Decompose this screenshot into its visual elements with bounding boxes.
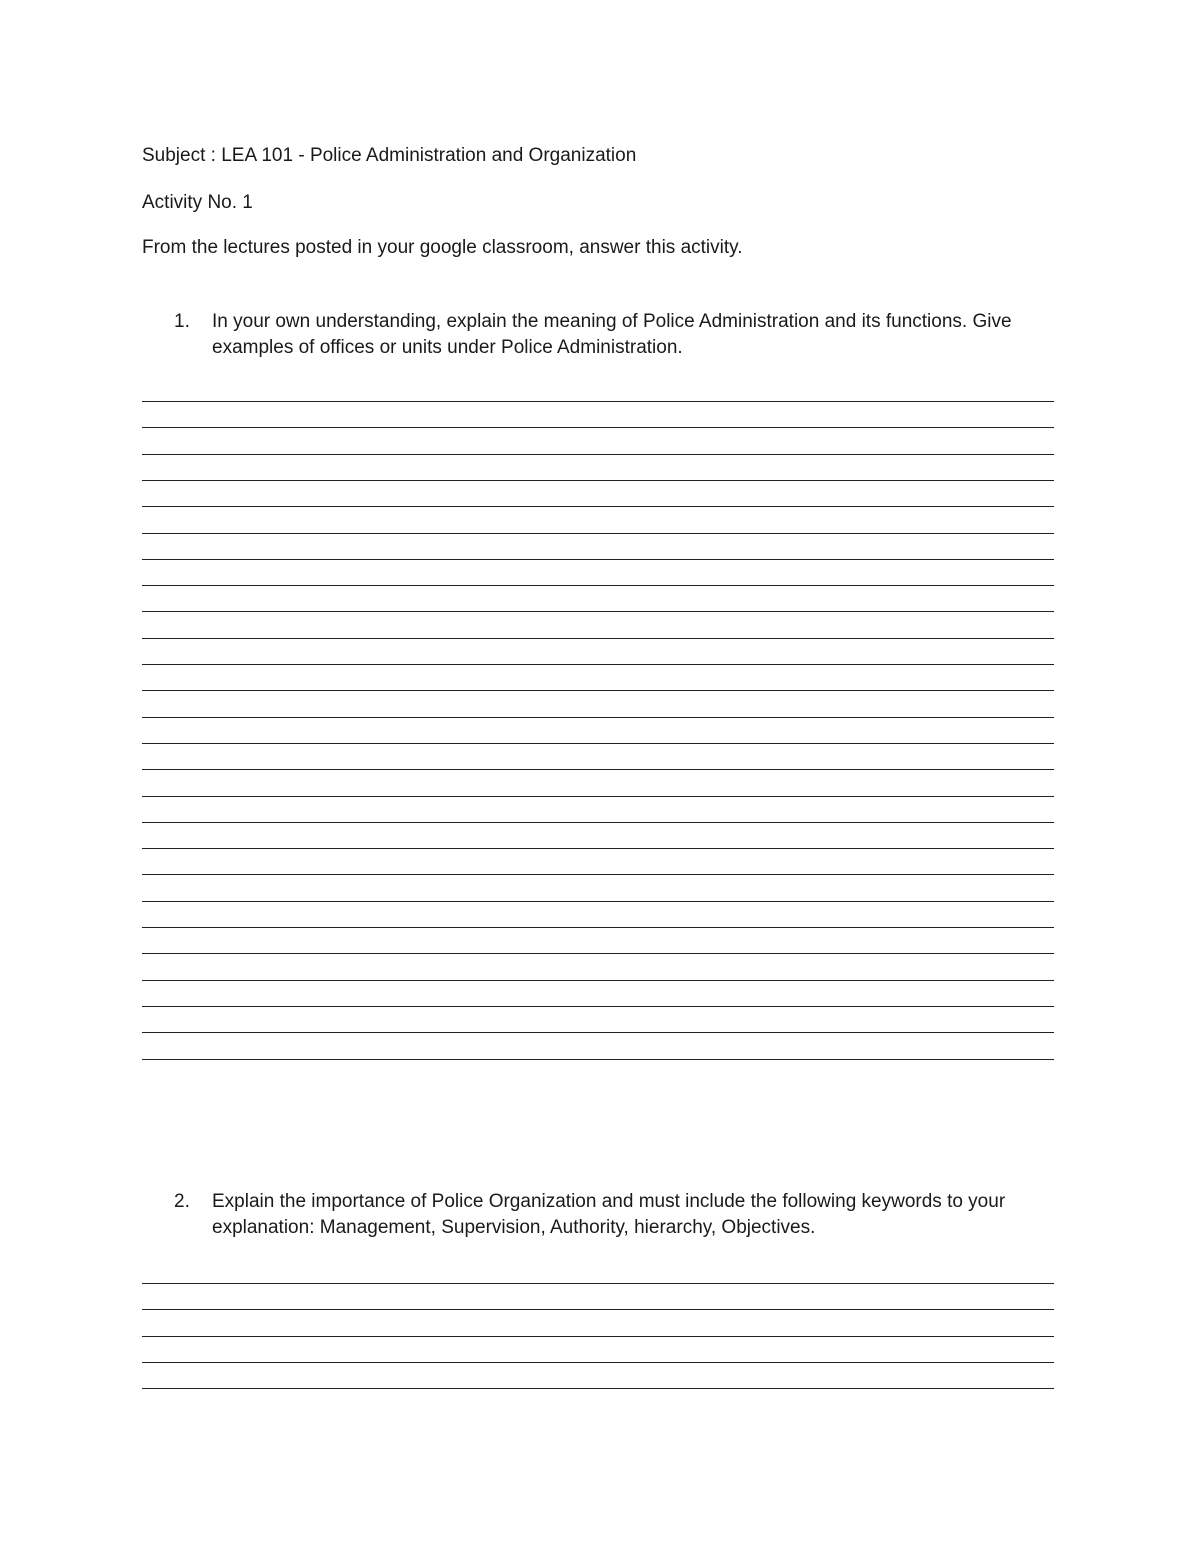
answer-area-2[interactable]: [142, 1283, 1054, 1390]
answer-area-1[interactable]: [142, 401, 1054, 1061]
answer-line: [142, 638, 1054, 639]
answer-line: [142, 769, 1054, 770]
answer-line: [142, 1032, 1054, 1033]
answer-line: [142, 874, 1054, 875]
subject-line: Subject : LEA 101 - Police Administration and Organization: [142, 145, 637, 166]
answer-line: [142, 1283, 1054, 1284]
answer-line: [142, 559, 1054, 560]
question-1-text: In your own understanding, explain the meaning of Police Administration and its functions. Give examples of offices or units under Police Administration.: [212, 311, 1012, 358]
answer-line: [142, 743, 1054, 744]
answer-line: [142, 901, 1054, 902]
answer-line: [142, 454, 1054, 455]
answer-line: [142, 1388, 1054, 1389]
answer-line: [142, 427, 1054, 428]
answer-line: [142, 927, 1054, 928]
answer-line: [142, 506, 1054, 507]
question-2-number: 2.: [174, 1191, 190, 1212]
answer-line: [142, 1059, 1054, 1060]
question-1: [142, 309, 1054, 361]
answer-line: [142, 1336, 1054, 1337]
answer-line: [142, 822, 1054, 823]
answer-line: [142, 717, 1054, 718]
answer-line: [142, 796, 1054, 797]
answer-line: [142, 664, 1054, 665]
answer-line: [142, 533, 1054, 534]
answer-line: [142, 1309, 1054, 1310]
answer-line: [142, 980, 1054, 981]
answer-line: [142, 401, 1054, 402]
answer-line: [142, 585, 1054, 586]
activity-number: Activity No. 1: [142, 192, 253, 213]
answer-line: [142, 611, 1054, 612]
answer-line: [142, 480, 1054, 481]
answer-line: [142, 690, 1054, 691]
question-2-text: Explain the importance of Police Organization and must include the following keywords to your explanation: Management, Supervision, Authority, hierarchy, Objectives.: [212, 1191, 1006, 1238]
answer-line: [142, 1362, 1054, 1363]
instruction-text: From the lectures posted in your google classroom, answer this activity.: [142, 237, 743, 258]
question-2: [142, 1189, 1054, 1241]
answer-line: [142, 1006, 1054, 1007]
question-1-number: 1.: [174, 311, 190, 332]
answer-line: [142, 848, 1054, 849]
answer-line: [142, 953, 1054, 954]
